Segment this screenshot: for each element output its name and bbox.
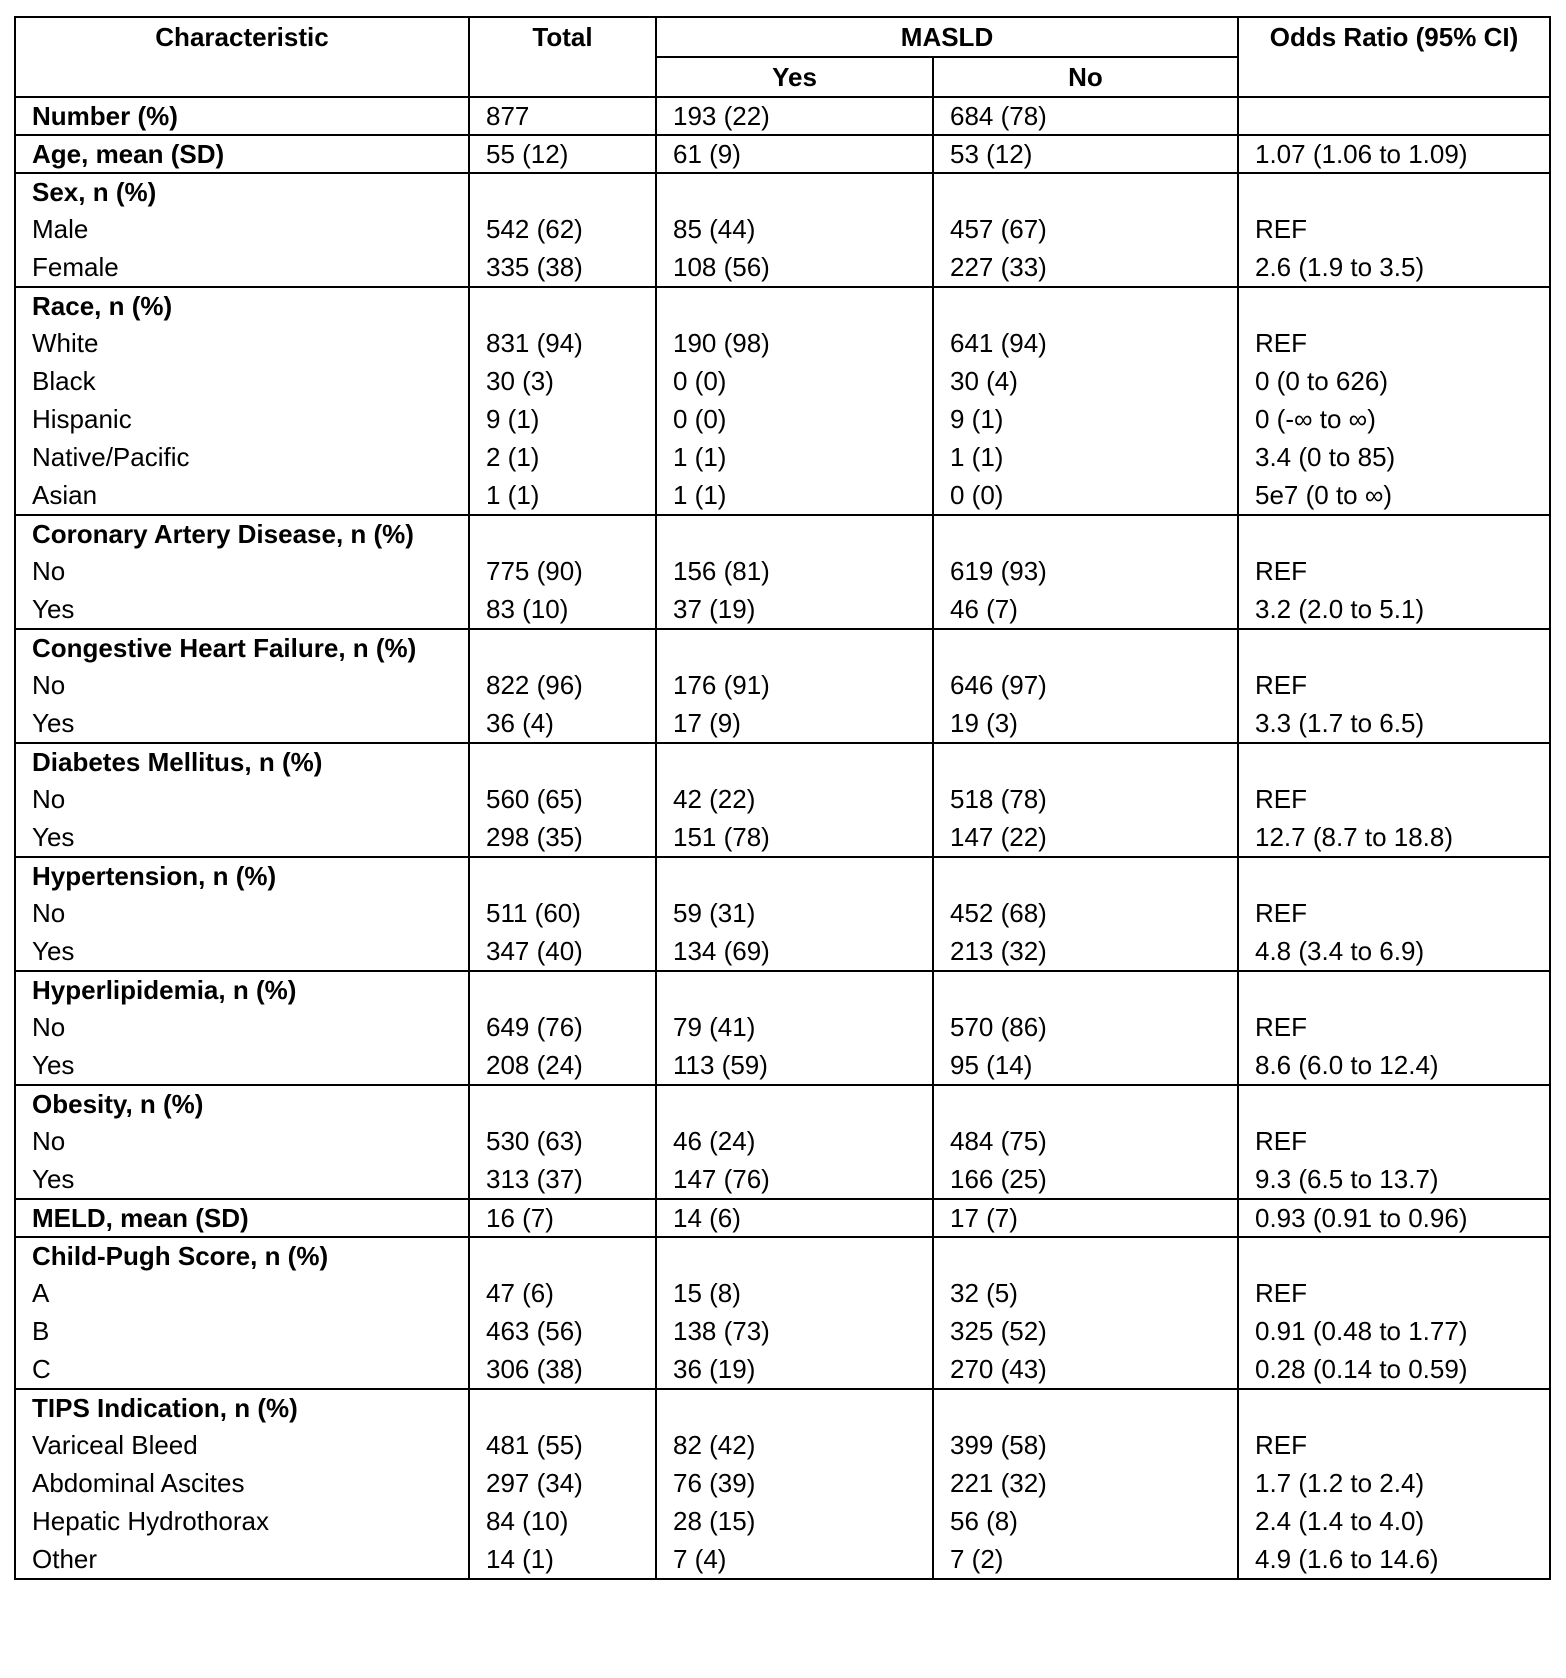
cell-value: 30 (3) <box>486 366 554 396</box>
cell-characteristic <box>15 971 469 1085</box>
row-label: Male <box>32 214 89 244</box>
cell-masld-yes <box>656 1085 933 1199</box>
cell-value: 270 (43) <box>950 1354 1047 1384</box>
cell-value: REF <box>1255 1430 1307 1460</box>
cell-masld-no <box>933 287 1238 515</box>
cell-value: 79 (41) <box>673 1012 756 1042</box>
cell-value: 619 (93) <box>950 556 1047 586</box>
cell-value: 4.8 (3.4 to 6.9) <box>1255 936 1425 966</box>
cell-total <box>469 1389 656 1579</box>
group-label: Age, mean (SD) <box>32 139 225 169</box>
empty-cell <box>950 1238 1221 1274</box>
table-row <box>15 971 1550 1085</box>
cell-masld-no <box>933 1199 1238 1237</box>
group-label: Sex, n (%) <box>32 177 157 207</box>
cell-value: 221 (32) <box>950 1468 1047 1498</box>
group-label: Obesity, n (%) <box>32 1089 204 1119</box>
cell-value: 95 (14) <box>950 1050 1033 1080</box>
table-row <box>15 173 1550 287</box>
cell-value: 0.91 (0.48 to 1.77) <box>1255 1316 1468 1346</box>
cell-value: 213 (32) <box>950 936 1047 966</box>
cell-value: 325 (52) <box>950 1316 1047 1346</box>
empty-cell <box>950 1086 1221 1122</box>
empty-cell <box>1255 972 1533 1008</box>
empty-cell <box>1255 1390 1533 1426</box>
cell-masld-yes <box>656 1199 933 1237</box>
cell-odds-ratio <box>1238 97 1550 135</box>
cell-value: 560 (65) <box>486 784 583 814</box>
cell-value: 297 (34) <box>486 1468 583 1498</box>
cell-value: 151 (78) <box>673 822 770 852</box>
cell-masld-yes <box>656 515 933 629</box>
cell-value: 176 (91) <box>673 670 770 700</box>
empty-cell <box>1255 1086 1533 1122</box>
cell-value: 190 (98) <box>673 328 770 358</box>
header-masld-yes: Yes <box>656 57 933 97</box>
cell-value: 12.7 (8.7 to 18.8) <box>1255 822 1454 852</box>
table-body <box>15 97 1550 1579</box>
cell-value: 14 (1) <box>486 1544 554 1574</box>
empty-cell <box>673 288 916 324</box>
row-label: Abdominal Ascites <box>32 1468 245 1498</box>
empty-cell <box>673 1238 916 1274</box>
cell-value: 84 (10) <box>486 1506 569 1536</box>
cell-value: 649 (76) <box>486 1012 583 1042</box>
cell-odds-ratio <box>1238 1085 1550 1199</box>
empty-cell <box>950 288 1221 324</box>
empty-cell <box>486 1086 639 1122</box>
row-label: Asian <box>32 480 98 510</box>
cell-odds-ratio <box>1238 287 1550 515</box>
cell-value: 17 (9) <box>673 708 741 738</box>
cell-characteristic <box>15 135 469 173</box>
empty-cell <box>1255 858 1533 894</box>
row-label: Yes <box>32 1050 75 1080</box>
empty-cell <box>673 630 916 666</box>
cell-characteristic <box>15 173 469 287</box>
cell-value: 313 (37) <box>486 1164 583 1194</box>
cell-masld-no <box>933 629 1238 743</box>
cell-value: 1 (1) <box>673 442 727 472</box>
row-label: Native/Pacific <box>32 442 190 472</box>
cell-value: 0 (-∞ to ∞) <box>1255 404 1376 434</box>
empty-cell <box>673 516 916 552</box>
cell-value: 147 (76) <box>673 1164 770 1194</box>
cell-value: 156 (81) <box>673 556 770 586</box>
group-label: Child-Pugh Score, n (%) <box>32 1241 329 1271</box>
cell-value: REF <box>1255 898 1307 928</box>
cell-masld-no <box>933 515 1238 629</box>
empty-cell <box>486 1390 639 1426</box>
cell-value: 3.2 (2.0 to 5.1) <box>1255 594 1425 624</box>
cell-total <box>469 743 656 857</box>
empty-cell <box>673 174 916 210</box>
cell-characteristic <box>15 515 469 629</box>
cell-masld-yes <box>656 173 933 287</box>
empty-cell <box>1255 1238 1533 1274</box>
cell-odds-ratio <box>1238 629 1550 743</box>
cell-characteristic <box>15 1199 469 1237</box>
cell-value: 481 (55) <box>486 1430 583 1460</box>
cell-value: 347 (40) <box>486 936 583 966</box>
cell-value: 61 (9) <box>673 139 741 169</box>
cell-value: 1.07 (1.06 to 1.09) <box>1255 139 1468 169</box>
cell-value: REF <box>1255 784 1307 814</box>
cell-odds-ratio <box>1238 173 1550 287</box>
table-container <box>14 16 1549 1580</box>
cell-characteristic <box>15 1085 469 1199</box>
cell-value: 46 (7) <box>950 594 1018 624</box>
cell-value: 457 (67) <box>950 214 1047 244</box>
cell-value: 0.93 (0.91 to 0.96) <box>1255 1203 1468 1233</box>
row-label: A <box>32 1278 50 1308</box>
cell-value: 298 (35) <box>486 822 583 852</box>
empty-cell <box>950 858 1221 894</box>
cell-value: 530 (63) <box>486 1126 583 1156</box>
table-row <box>15 515 1550 629</box>
cell-odds-ratio <box>1238 971 1550 1085</box>
group-label: MELD, mean (SD) <box>32 1203 249 1233</box>
cell-value: 1 (1) <box>486 480 540 510</box>
empty-cell <box>486 744 639 780</box>
cell-value: 641 (94) <box>950 328 1047 358</box>
cell-value: 55 (12) <box>486 139 569 169</box>
cell-characteristic <box>15 629 469 743</box>
cell-masld-no <box>933 743 1238 857</box>
cell-value: 2 (1) <box>486 442 540 472</box>
group-label: TIPS Indication, n (%) <box>32 1393 298 1423</box>
cell-odds-ratio <box>1238 135 1550 173</box>
row-label: White <box>32 328 99 358</box>
cell-value: 9.3 (6.5 to 13.7) <box>1255 1164 1439 1194</box>
cell-characteristic <box>15 857 469 971</box>
row-label: No <box>32 898 66 928</box>
group-label: Congestive Heart Failure, n (%) <box>32 633 417 663</box>
row-label: No <box>32 1126 66 1156</box>
cell-value: 3.3 (1.7 to 6.5) <box>1255 708 1425 738</box>
cell-value: 831 (94) <box>486 328 583 358</box>
table-row <box>15 1389 1550 1579</box>
cell-value: 108 (56) <box>673 252 770 282</box>
empty-cell <box>1255 288 1533 324</box>
cell-masld-yes <box>656 743 933 857</box>
cell-characteristic <box>15 287 469 515</box>
cell-value: 113 (59) <box>673 1050 768 1080</box>
cell-masld-yes <box>656 97 933 135</box>
cell-masld-no <box>933 971 1238 1085</box>
cell-masld-no <box>933 857 1238 971</box>
cell-masld-yes <box>656 1389 933 1579</box>
cell-value: 53 (12) <box>950 139 1033 169</box>
row-label: No <box>32 1012 66 1042</box>
table-row <box>15 287 1550 515</box>
cell-masld-no <box>933 1085 1238 1199</box>
row-label: Yes <box>32 708 75 738</box>
group-label: Number (%) <box>32 101 178 131</box>
row-label: Yes <box>32 936 75 966</box>
cell-value: REF <box>1255 670 1307 700</box>
cell-value: 30 (4) <box>950 366 1018 396</box>
row-label: Other <box>32 1544 98 1574</box>
empty-cell <box>673 858 916 894</box>
cell-value: 822 (96) <box>486 670 583 700</box>
characteristics-table <box>14 16 1551 1580</box>
cell-value: 306 (38) <box>486 1354 583 1384</box>
cell-total <box>469 515 656 629</box>
empty-cell <box>950 972 1221 1008</box>
cell-masld-no <box>933 135 1238 173</box>
cell-total <box>469 971 656 1085</box>
cell-value: 511 (60) <box>486 898 581 928</box>
row-label: No <box>32 556 66 586</box>
group-label: Coronary Artery Disease, n (%) <box>32 519 414 549</box>
cell-value: 4.9 (1.6 to 14.6) <box>1255 1544 1439 1574</box>
cell-masld-no <box>933 1237 1238 1389</box>
empty-cell <box>673 1086 916 1122</box>
empty-cell <box>486 288 639 324</box>
cell-masld-yes <box>656 287 933 515</box>
cell-value: 0 (0) <box>950 480 1004 510</box>
cell-total <box>469 1237 656 1389</box>
cell-total <box>469 135 656 173</box>
table-row <box>15 135 1550 173</box>
row-label: C <box>32 1354 51 1384</box>
cell-odds-ratio <box>1238 1389 1550 1579</box>
cell-value: 59 (31) <box>673 898 756 928</box>
cell-value: 542 (62) <box>486 214 583 244</box>
header-odds-ratio: Odds Ratio (95% CI) <box>1238 17 1550 97</box>
empty-cell <box>486 516 639 552</box>
cell-value: 166 (25) <box>950 1164 1047 1194</box>
empty-cell <box>486 174 639 210</box>
cell-characteristic <box>15 1237 469 1389</box>
cell-value: REF <box>1255 1126 1307 1156</box>
cell-value: 1 (1) <box>673 480 727 510</box>
empty-cell <box>486 972 639 1008</box>
cell-value: 17 (7) <box>950 1203 1018 1233</box>
cell-total <box>469 629 656 743</box>
row-label: Yes <box>32 594 75 624</box>
empty-cell <box>673 1390 916 1426</box>
table-row <box>15 743 1550 857</box>
header-masld: MASLD <box>656 17 1238 57</box>
empty-cell <box>950 744 1221 780</box>
cell-characteristic <box>15 1389 469 1579</box>
table-row <box>15 1199 1550 1237</box>
group-label: Hyperlipidemia, n (%) <box>32 975 297 1005</box>
cell-value: 46 (24) <box>673 1126 756 1156</box>
empty-cell <box>486 1238 639 1274</box>
cell-value: 3.4 (0 to 85) <box>1255 442 1396 472</box>
cell-masld-yes <box>656 135 933 173</box>
cell-value: 0.28 (0.14 to 0.59) <box>1255 1354 1468 1384</box>
group-label: Race, n (%) <box>32 291 173 321</box>
cell-value: 646 (97) <box>950 670 1047 700</box>
cell-value: 8.6 (6.0 to 12.4) <box>1255 1050 1439 1080</box>
cell-value: 518 (78) <box>950 784 1047 814</box>
cell-masld-no <box>933 1389 1238 1579</box>
row-label: Yes <box>32 822 75 852</box>
cell-value: 14 (6) <box>673 1203 741 1233</box>
cell-value: 452 (68) <box>950 898 1047 928</box>
cell-value: 36 (4) <box>486 708 554 738</box>
cell-value: 684 (78) <box>950 101 1047 131</box>
cell-total <box>469 287 656 515</box>
cell-value: 0 (0 to 626) <box>1255 366 1388 396</box>
cell-masld-yes <box>656 629 933 743</box>
empty-cell <box>950 516 1221 552</box>
row-label: No <box>32 784 66 814</box>
row-label: Female <box>32 252 119 282</box>
cell-value: 208 (24) <box>486 1050 583 1080</box>
empty-cell <box>1255 744 1533 780</box>
cell-value: 134 (69) <box>673 936 770 966</box>
empty-cell <box>1255 630 1533 666</box>
empty-cell <box>1255 174 1533 210</box>
empty-cell <box>950 630 1221 666</box>
cell-value: 9 (1) <box>486 404 540 434</box>
header-masld-no: No <box>933 57 1238 97</box>
table-row <box>15 1085 1550 1199</box>
cell-masld-yes <box>656 1237 933 1389</box>
cell-value: 2.6 (1.9 to 3.5) <box>1255 252 1425 282</box>
cell-value: 37 (19) <box>673 594 756 624</box>
header-characteristic: Characteristic <box>15 17 469 97</box>
cell-value: 7 (4) <box>673 1544 727 1574</box>
row-label: Yes <box>32 1164 75 1194</box>
cell-masld-no <box>933 173 1238 287</box>
row-label: No <box>32 670 66 700</box>
cell-value: REF <box>1255 1012 1307 1042</box>
cell-value: 7 (2) <box>950 1544 1004 1574</box>
empty-cell <box>673 972 916 1008</box>
cell-value: 82 (42) <box>673 1430 756 1460</box>
cell-value <box>1255 98 1533 134</box>
cell-value: 877 <box>486 101 530 131</box>
cell-odds-ratio <box>1238 1237 1550 1389</box>
cell-value: 36 (19) <box>673 1354 756 1384</box>
row-label: Variceal Bleed <box>32 1430 198 1460</box>
cell-value: 9 (1) <box>950 404 1004 434</box>
cell-masld-no <box>933 97 1238 135</box>
table-row <box>15 857 1550 971</box>
cell-value: 28 (15) <box>673 1506 756 1536</box>
cell-value: 227 (33) <box>950 252 1047 282</box>
cell-value: 1.7 (1.2 to 2.4) <box>1255 1468 1425 1498</box>
cell-value: 2.4 (1.4 to 4.0) <box>1255 1506 1425 1536</box>
empty-cell <box>1255 516 1533 552</box>
empty-cell <box>486 630 639 666</box>
cell-value: 1 (1) <box>950 442 1004 472</box>
table-row <box>15 97 1550 135</box>
cell-odds-ratio <box>1238 857 1550 971</box>
cell-odds-ratio <box>1238 743 1550 857</box>
cell-value: 32 (5) <box>950 1278 1018 1308</box>
row-label: Hepatic Hydrothorax <box>32 1506 269 1536</box>
cell-value: 83 (10) <box>486 594 569 624</box>
table-row <box>15 629 1550 743</box>
cell-total <box>469 1199 656 1237</box>
group-label: Diabetes Mellitus, n (%) <box>32 747 323 777</box>
cell-total <box>469 1085 656 1199</box>
cell-value: 0 (0) <box>673 366 727 396</box>
cell-odds-ratio <box>1238 515 1550 629</box>
cell-value: 463 (56) <box>486 1316 583 1346</box>
cell-characteristic <box>15 743 469 857</box>
cell-total <box>469 97 656 135</box>
cell-value: 399 (58) <box>950 1430 1047 1460</box>
cell-value: 16 (7) <box>486 1203 554 1233</box>
cell-total <box>469 857 656 971</box>
group-label: Hypertension, n (%) <box>32 861 277 891</box>
table-row <box>15 1237 1550 1389</box>
cell-value: 15 (8) <box>673 1278 741 1308</box>
cell-value: 76 (39) <box>673 1468 756 1498</box>
cell-value: 0 (0) <box>673 404 727 434</box>
cell-value: REF <box>1255 556 1307 586</box>
cell-value: 138 (73) <box>673 1316 770 1346</box>
cell-masld-yes <box>656 857 933 971</box>
cell-value: 775 (90) <box>486 556 583 586</box>
cell-total <box>469 173 656 287</box>
cell-value: 484 (75) <box>950 1126 1047 1156</box>
empty-cell <box>486 858 639 894</box>
cell-odds-ratio <box>1238 1199 1550 1237</box>
cell-value: 85 (44) <box>673 214 756 244</box>
cell-value: 42 (22) <box>673 784 756 814</box>
empty-cell <box>950 1390 1221 1426</box>
cell-value: 193 (22) <box>673 101 770 131</box>
cell-value: 570 (86) <box>950 1012 1047 1042</box>
cell-value: 147 (22) <box>950 822 1047 852</box>
cell-value: 47 (6) <box>486 1278 554 1308</box>
row-label: B <box>32 1316 50 1346</box>
cell-value: 335 (38) <box>486 252 583 282</box>
cell-value: 56 (8) <box>950 1506 1018 1536</box>
empty-cell <box>673 744 916 780</box>
row-label: Black <box>32 366 96 396</box>
cell-value: REF <box>1255 1278 1307 1308</box>
row-label: Hispanic <box>32 404 132 434</box>
header-total: Total <box>469 17 656 97</box>
empty-cell <box>950 174 1221 210</box>
cell-value: 5e7 (0 to ∞) <box>1255 480 1393 510</box>
cell-value: REF <box>1255 328 1307 358</box>
cell-characteristic <box>15 97 469 135</box>
cell-value: REF <box>1255 214 1307 244</box>
cell-value: 19 (3) <box>950 708 1018 738</box>
cell-masld-yes <box>656 971 933 1085</box>
